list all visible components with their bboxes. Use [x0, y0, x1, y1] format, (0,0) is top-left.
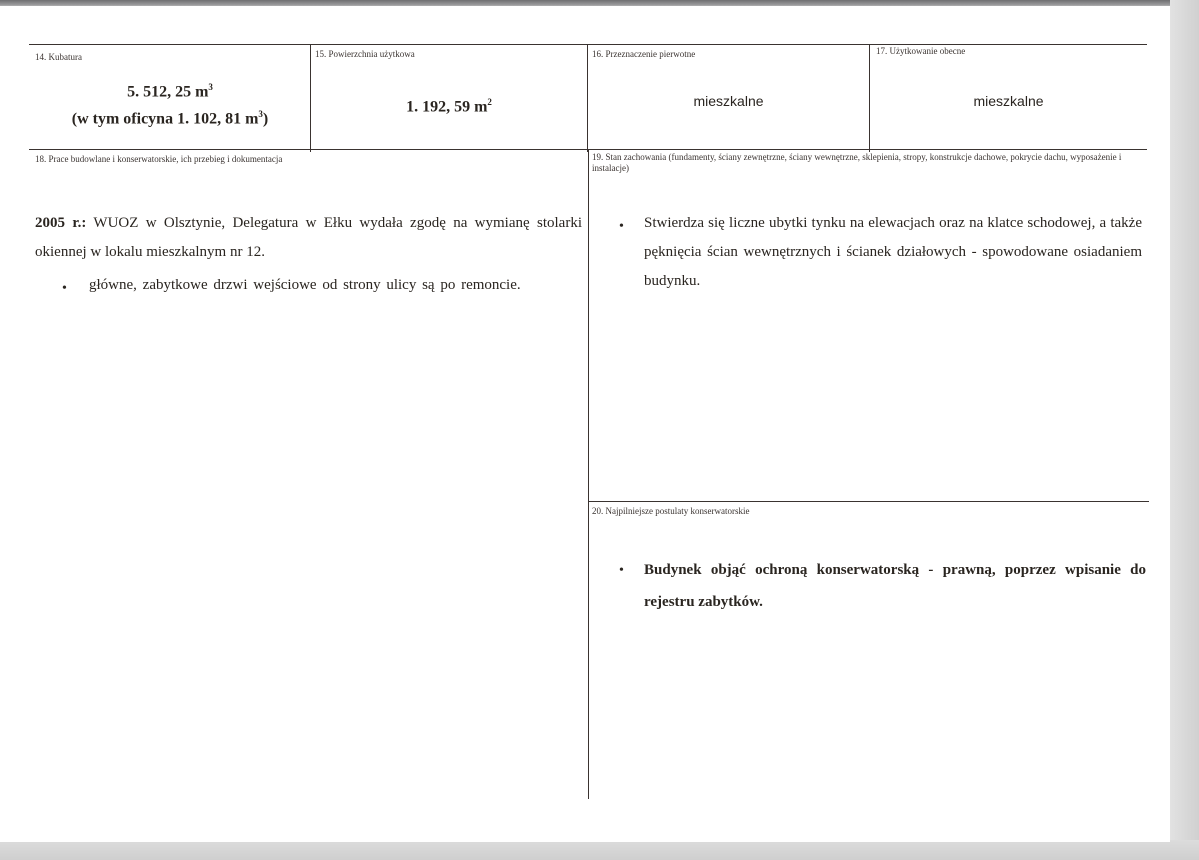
przeznaczenie-value: mieszkalne: [693, 93, 764, 109]
field-18-label: 18. Prace budowlane i konserwatorskie, ich przebieg i dokumentacja: [35, 154, 283, 164]
prace-bullet-text: główne, zabytkowe drzwi wejściowe od strony ulicy są po remoncie.: [89, 277, 521, 293]
kubatura-line-2: (w tym oficyna 1. 102, 81 $m^3$): [71, 109, 269, 128]
postulaty-bullet-icon: •: [619, 563, 624, 578]
scan-edge-bottom: [0, 840, 1199, 860]
field-14-label: 14. Kubatura: [35, 52, 82, 62]
row1-top-border: [29, 44, 1147, 45]
section20-top-border: [588, 501, 1149, 502]
kubatura-value: [30, 76, 310, 131]
postulaty-text: Budynek objąć ochroną konserwatorską - prawną, poprzez wpisanie do rejestru zabytków.: [644, 562, 1146, 610]
powierzchnia-value: 1. 192, 59 $m^2$: [406, 97, 492, 116]
form-sheet: [0, 6, 1170, 842]
scan-edge-right: [1170, 0, 1199, 860]
prace-year: 2005 r.:: [35, 215, 87, 231]
field-17-label: 17. Użytkowanie obecne: [876, 46, 966, 56]
stan-text: Stwierdza się liczne ubytki tynku na elewacjach oraz na klatce schodowej, a także pęknięcia ścian wewnętrznych i ścianek działowych - spowodowane osiadaniem budynku.: [644, 215, 1142, 289]
field-19-label: 19. Stan zachowania (fundamenty, ściany zewnętrzne, ściany wewnętrzne, sklepienia, stropy, konstrukcje dachowe, pokrycie dachu, wyposażenie i instalacje): [592, 152, 1122, 173]
field-20-label: 20. Najpilniejsze postulaty konserwatorskie: [592, 506, 750, 516]
center-column-divider: [588, 149, 589, 799]
prace-bullet-icon: •: [62, 281, 67, 296]
uzytkowanie-value: mieszkalne: [973, 93, 1044, 109]
field-16-label: 16. Przeznaczenie pierwotne: [592, 49, 696, 59]
prace-text: WUOZ w Olsztynie, Delegatura w Ełku wydała zgodę na wymianę stolarki okiennej w lokalu mieszkalnym nr 12.: [35, 215, 582, 260]
prace-paragraph: [35, 209, 582, 267]
field-15-label: 15. Powierzchnia użytkowa: [315, 49, 415, 59]
stan-bullet-icon: •: [619, 219, 624, 234]
kubatura-line-1: 5. 512, 25 $m^3$: [127, 82, 213, 101]
